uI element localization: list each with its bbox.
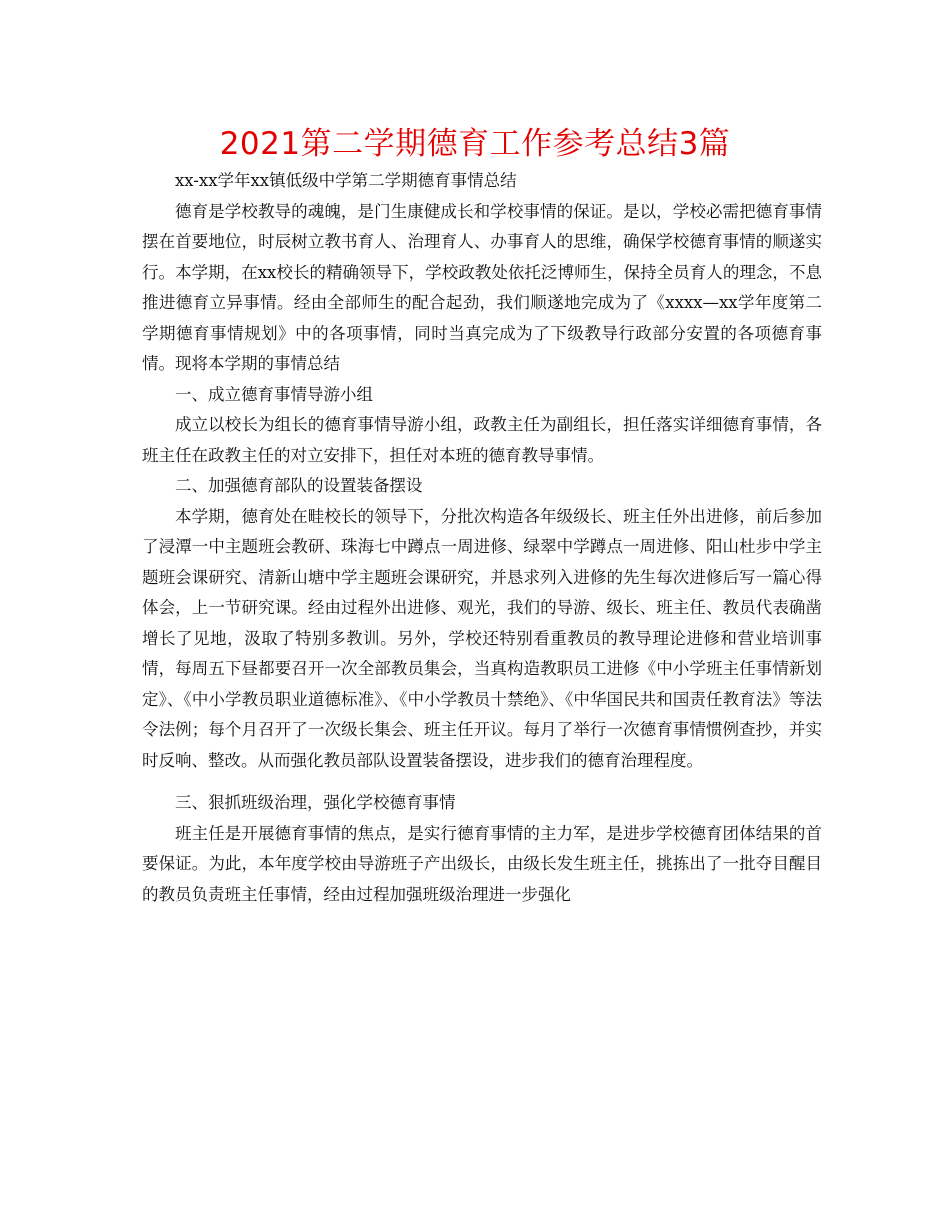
section-heading-2: 二、加强德育部队的设置装备摆设 (175, 476, 423, 495)
document-body (142, 166, 822, 910)
document-subtitle: xx-xx学年xx镇低级中学第二学期德育事情总结 (175, 171, 517, 190)
paragraph-section-2: 本学期，德育处在畦校长的领导下，分批次构造各年级级长、班主任外出进修，前后参加了浸潭一中主题班会教研、珠海七中蹲点一周进修、绿翠中学蹲点一周进修、阳山杜步中学主题班会课研究、清新山塘中学主题班会课研究，并恳求列入进修的先生每次进修后写一篇心得体会，上一节研究课。经由过程外出进修、观光，我们的导游、级长、班主任、教员代表确凿增长了见地，汲取了特别多教训。另外，学校还特别看重教员的教导理论进修和营业培训事情，每周五下昼都要召开一次全部教员集会，当真构造教职员工进修《中小学班主任事情新划定》、《中小学教员职业道德标准》、《中小学教员十禁绝》、《中华国民共和国责任教育法》等法令法例；每个月召开了一次级长集会、班主任开议。每月了举行一次德育事情惯例查抄，并实时反响、整改。从而强化教员部队设置装备摆设，进步我们的德育治理程度。 (142, 506, 822, 770)
document-title: 2021第二学期德育工作参考总结3篇 (219, 126, 731, 162)
paragraph-intro: 德育是学校教导的魂魄，是门生康健成长和学校事情的保证。是以，学校必需把德育事情摆在首要地位，时辰树立教书育人、治理育人、办事育人的思维，确保学校德育事情的顺遂实行。本学期，在xx校长的精确领导下，学校政教处依托泛博师生，保持全员育人的理念，不息推进德育立异事情。经由全部师生的配合起劲，我们顺遂地完成为了《xxxx—xx学年度第二学期德育事情规划》中的各项事情，同时当真完成为了下级教导行政部分安置的各项德育事情。现将本学期的事情总结 (142, 201, 822, 373)
paragraph-section-3: 班主任是开展德育事情的焦点，是实行德育事情的主力军，是进步学校德育团体结果的首要保证。为此，本年度学校由导游班子产出级长，由级长发生班主任，挑拣出了一批夺目醒目的教员负责班主任事情，经由过程加强班级治理进一步强化 (142, 823, 822, 904)
paragraph-section-1: 成立以校长为组长的德育事情导游小组，政教主任为副组长，担任落实详细德育事情，各班主任在政教主任的对立安排下，担任对本班的德育教导事情。 (142, 415, 822, 465)
section-heading-1: 一、成立德育事情导游小组 (175, 384, 373, 404)
section-heading-3: 三、狠抓班级治理，强化学校德育事情 (175, 793, 456, 812)
